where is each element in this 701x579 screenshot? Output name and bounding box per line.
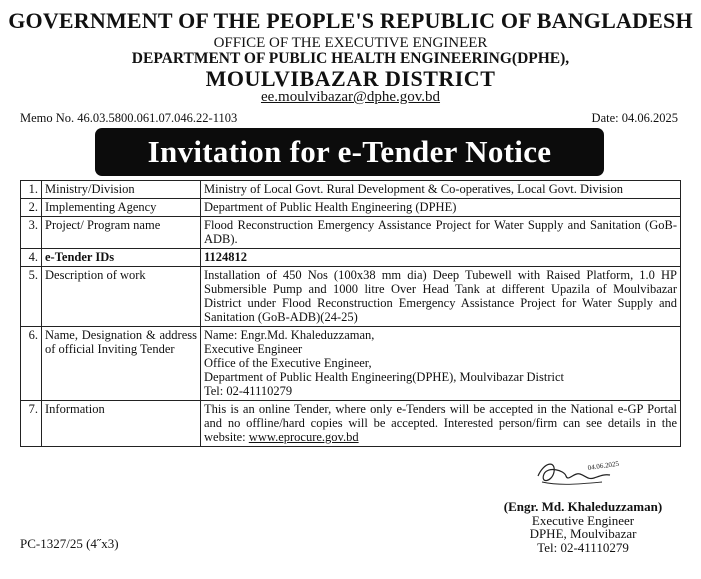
signature-date: 04.06.2025 bbox=[587, 459, 620, 472]
row-value bbox=[201, 401, 681, 447]
header-office: OFFICE OF THE EXECUTIVE ENGINEER bbox=[213, 35, 488, 51]
tender-info-table bbox=[20, 180, 681, 447]
row-number: 7. bbox=[21, 401, 42, 447]
table-row bbox=[21, 217, 681, 249]
table-row bbox=[21, 327, 681, 401]
signature-block bbox=[478, 500, 688, 554]
row-label: Description of work bbox=[42, 267, 201, 327]
row-number: 1. bbox=[21, 181, 42, 199]
row-value: Installation of 450 Nos (100x38 mm dia) Deep Tubewell with Raised Platform, 1.0 HP Submersible Pump and 1000 litre Over Head Tank at different Upazila of Moulvibazar District under Flood Reconstruction Emergency Assistance Project for Water Supply and Sanitation (GoB-ADB)(24-25) bbox=[201, 267, 681, 327]
row-value: Department of Public Health Engineering (DPHE) bbox=[201, 199, 681, 217]
table-row bbox=[21, 267, 681, 327]
table-row bbox=[21, 199, 681, 217]
row-label: Implementing Agency bbox=[42, 199, 201, 217]
signature-mark bbox=[530, 452, 620, 502]
row-number: 5. bbox=[21, 267, 42, 327]
row-value: Ministry of Local Govt. Rural Development & Co-operatives, Local Govt. Division bbox=[201, 181, 681, 199]
memo-number: Memo No. 46.03.5800.061.07.046.22-1103 bbox=[20, 111, 238, 125]
header-email-row bbox=[0, 89, 701, 106]
row-label: Project/ Program name bbox=[42, 217, 201, 249]
signatory-telephone: Tel: 02-41110279 bbox=[537, 539, 629, 555]
row-number: 2. bbox=[21, 199, 42, 217]
notice-date: Date: 04.06.2025 bbox=[591, 111, 678, 125]
official-office: Office of the Executive Engineer, bbox=[204, 356, 372, 370]
header-department: DEPARTMENT OF PUBLIC HEALTH ENGINEERING(DPHE), bbox=[131, 50, 570, 67]
eprocure-link[interactable]: www.eprocure.gov.bd bbox=[248, 430, 359, 444]
header-email[interactable]: ee.moulvibazar@dphe.gov.bd bbox=[260, 89, 441, 105]
signatory-name: (Engr. Md. Khaleduzzaman) bbox=[503, 499, 663, 514]
header-government: GOVERNMENT OF THE PEOPLE'S REPUBLIC OF BANGLADESH bbox=[8, 8, 693, 33]
signatory-office: DPHE, Moulvibazar bbox=[529, 526, 637, 541]
row-label: Name, Designation & address of official Inviting Tender bbox=[42, 327, 201, 401]
row-value bbox=[201, 327, 681, 401]
official-name: Name: Engr.Md. Khaleduzzaman, bbox=[204, 328, 375, 342]
row-value: Flood Reconstruction Emergency Assistance Project for Water Supply and Sanitation (GoB-ADB). bbox=[201, 217, 681, 249]
official-telephone: Tel: 02-41110279 bbox=[204, 384, 293, 398]
row-label: Ministry/Division bbox=[42, 181, 201, 199]
information-text: This is an online Tender, where only e-Tenders will be accepted in the National e-GP Portal and no offline/hard copies will be accepted. Interested person/firm can see details in the website: bbox=[204, 402, 677, 444]
row-label: Information bbox=[42, 401, 201, 447]
signatory-title: Executive Engineer bbox=[531, 512, 635, 528]
row-number: 4. bbox=[21, 249, 42, 267]
row-number: 3. bbox=[21, 217, 42, 249]
row-number: 6. bbox=[21, 327, 42, 401]
pc-reference: PC-1327/25 (4˝x3) bbox=[20, 536, 119, 551]
official-designation: Executive Engineer bbox=[204, 342, 303, 356]
header-district: MOULVIBAZAR DISTRICT bbox=[205, 66, 496, 91]
table-row bbox=[21, 181, 681, 199]
table-row bbox=[21, 401, 681, 447]
row-label: e-Tender IDs bbox=[42, 249, 201, 267]
official-department: Department of Public Health Engineering(DPHE), Moulvibazar District bbox=[204, 370, 564, 384]
notice-title-banner: Invitation for e-Tender Notice bbox=[95, 128, 604, 176]
table-row bbox=[21, 249, 681, 267]
tender-id-value: 1124812 bbox=[201, 249, 681, 267]
